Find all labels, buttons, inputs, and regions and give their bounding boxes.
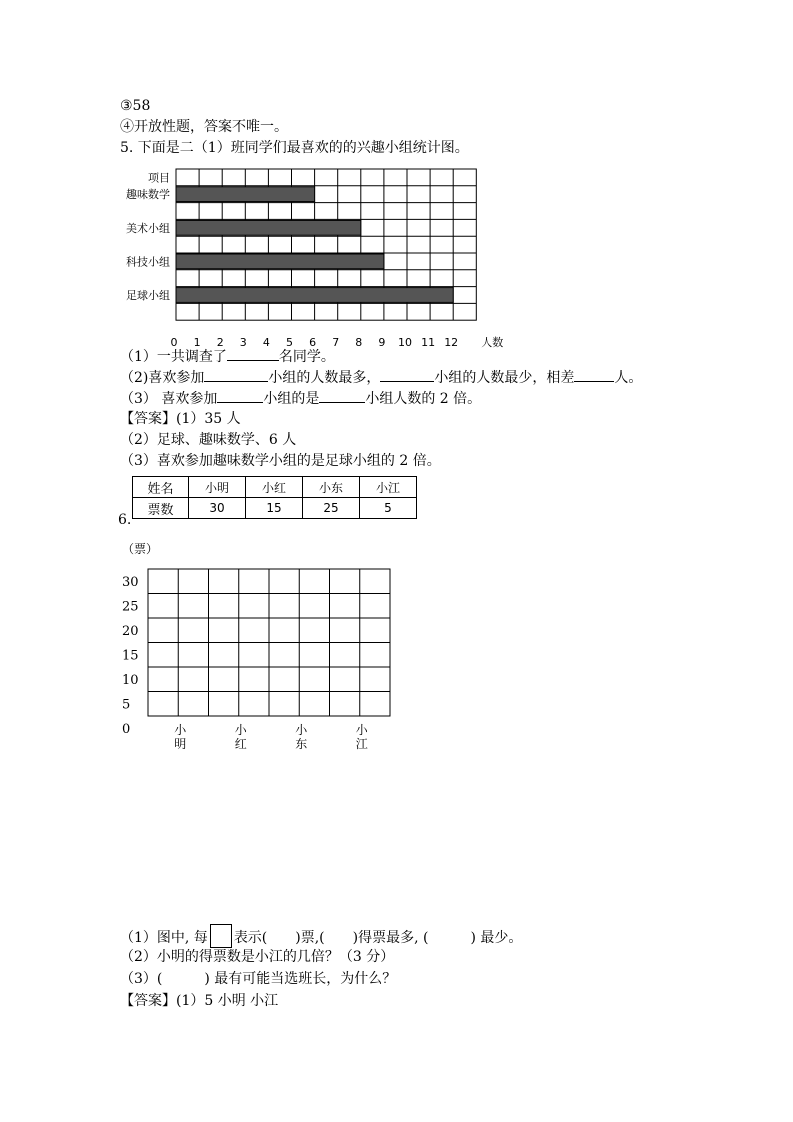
x-tick-label: 10 — [398, 336, 412, 350]
category-label: 趣味数学 — [126, 188, 170, 202]
category-label: 科技小组 — [126, 255, 170, 269]
bar — [176, 254, 384, 269]
question-6-part-2: （2）小明的得票数是小江的几倍？（3 分） — [120, 949, 395, 965]
table-cell: 姓名 — [133, 477, 189, 498]
category-label: 红 — [234, 737, 247, 751]
x-tick-label: 7 — [332, 336, 340, 350]
category-label: 小 — [295, 723, 308, 737]
bar — [176, 187, 315, 202]
category-label: 小 — [355, 723, 368, 737]
q5-3-blank-2 — [319, 388, 365, 403]
x-tick-label: 5 — [286, 336, 293, 350]
answer-line-3: ③58 — [120, 98, 151, 114]
answer-5-line-3: （3）喜欢参加趣味数学小组的是足球小组的 2 倍。 — [120, 453, 441, 469]
answer-5-line-2: （2）足球、趣味数学、6 人 — [120, 432, 297, 448]
category-label: 东 — [295, 737, 308, 751]
q6-1-text-b: 表示( )票,( )得票最多, ( ) 最少。 — [233, 930, 523, 946]
bar — [176, 220, 361, 235]
table-cell: 25 — [303, 498, 360, 519]
y-tick-label: 10 — [122, 673, 139, 688]
category-label: 美术小组 — [126, 221, 170, 235]
table-cell: 票数 — [133, 498, 189, 519]
answer-6-line: 【答案】(1）5 小明 小江 — [120, 993, 279, 1009]
y-tick-label: 0 — [122, 722, 131, 737]
x-tick-label: 12 — [444, 336, 459, 350]
q5-3-blank-1 — [217, 388, 263, 403]
q5-2-text-d: 人。 — [614, 370, 643, 386]
x-tick-label: 6 — [309, 336, 317, 350]
interest-group-bar-chart — [100, 160, 520, 350]
bar — [176, 288, 453, 303]
q5-2-text-c: 小组的人数最少，相差 — [434, 370, 575, 386]
question-6-number: 6. — [118, 512, 132, 528]
category-label: 明 — [174, 737, 187, 751]
question-6-part-3: （3）( ) 最有可能当选班长，为什么？ — [120, 971, 397, 987]
q6-1-text-a: （1）图中, 每 — [120, 930, 208, 946]
x-tick-label: 4 — [262, 336, 270, 350]
x-tick-label: 3 — [239, 336, 247, 350]
answer-5-line-1: 【答案】(1）35 人 — [120, 411, 241, 427]
question-5-part-1 — [120, 346, 335, 367]
q5-3-text-b: 小组的是 — [263, 391, 320, 407]
vote-table — [132, 476, 417, 519]
table-row — [133, 498, 417, 519]
q5-1-text-b: 名同学。 — [278, 349, 335, 365]
q5-3-text-a: （3） 喜欢参加 — [120, 391, 218, 407]
category-label: 江 — [355, 737, 368, 751]
question-5-part-2 — [120, 367, 642, 388]
square-unit-icon — [210, 924, 232, 948]
table-cell: 30 — [189, 498, 246, 519]
q5-3-text-c: 小组人数的 2 倍。 — [365, 391, 482, 407]
table-cell: 5 — [360, 498, 417, 519]
x-tick-label: 2 — [216, 336, 224, 350]
y-tick-label: 5 — [122, 697, 131, 713]
table-cell: 小明 — [189, 477, 246, 498]
y-tick-label: 25 — [122, 599, 139, 615]
y-axis-title: 项目 — [148, 171, 170, 185]
q5-2-text-a: （2)喜欢参加 — [120, 370, 205, 386]
y-tick-label: 15 — [122, 648, 139, 664]
x-tick-label: 0 — [170, 336, 178, 350]
question-5-part-3 — [120, 388, 481, 409]
q5-2-blank-1 — [204, 367, 268, 382]
q5-2-text-b: 小组的人数最多， — [268, 370, 381, 386]
y-tick-label: 30 — [122, 575, 139, 590]
x-tick-label: 8 — [355, 336, 363, 350]
table-cell: 小江 — [360, 477, 417, 498]
q5-2-blank-3 — [574, 367, 614, 382]
question-5-title: 5. 下面是二（1）班同学们最喜欢的的兴趣小组统计图。 — [120, 140, 469, 156]
category-label: 小 — [174, 723, 187, 737]
category-label: 小 — [234, 723, 247, 737]
table-cell: 小红 — [246, 477, 303, 498]
table-cell: 小东 — [303, 477, 360, 498]
y-tick-label: 20 — [122, 624, 139, 639]
q5-1-blank — [227, 346, 279, 361]
vote-grid-chart — [110, 562, 410, 762]
x-axis-label: 人数 — [481, 336, 504, 350]
q5-1-text-a: （1）一共调查了 — [120, 349, 227, 365]
x-tick-label: 1 — [193, 336, 201, 350]
question-6-unit-label: （票） — [122, 542, 159, 556]
category-label: 足球小组 — [126, 289, 170, 302]
x-tick-label: 11 — [421, 336, 436, 350]
answer-line-4: ④开放性题，答案不唯一。 — [120, 119, 288, 135]
x-tick-label: 9 — [378, 336, 386, 350]
table-cell: 15 — [246, 498, 303, 519]
question-6-part-1 — [120, 924, 522, 948]
table-row — [133, 477, 417, 498]
q5-2-blank-2 — [380, 367, 434, 382]
